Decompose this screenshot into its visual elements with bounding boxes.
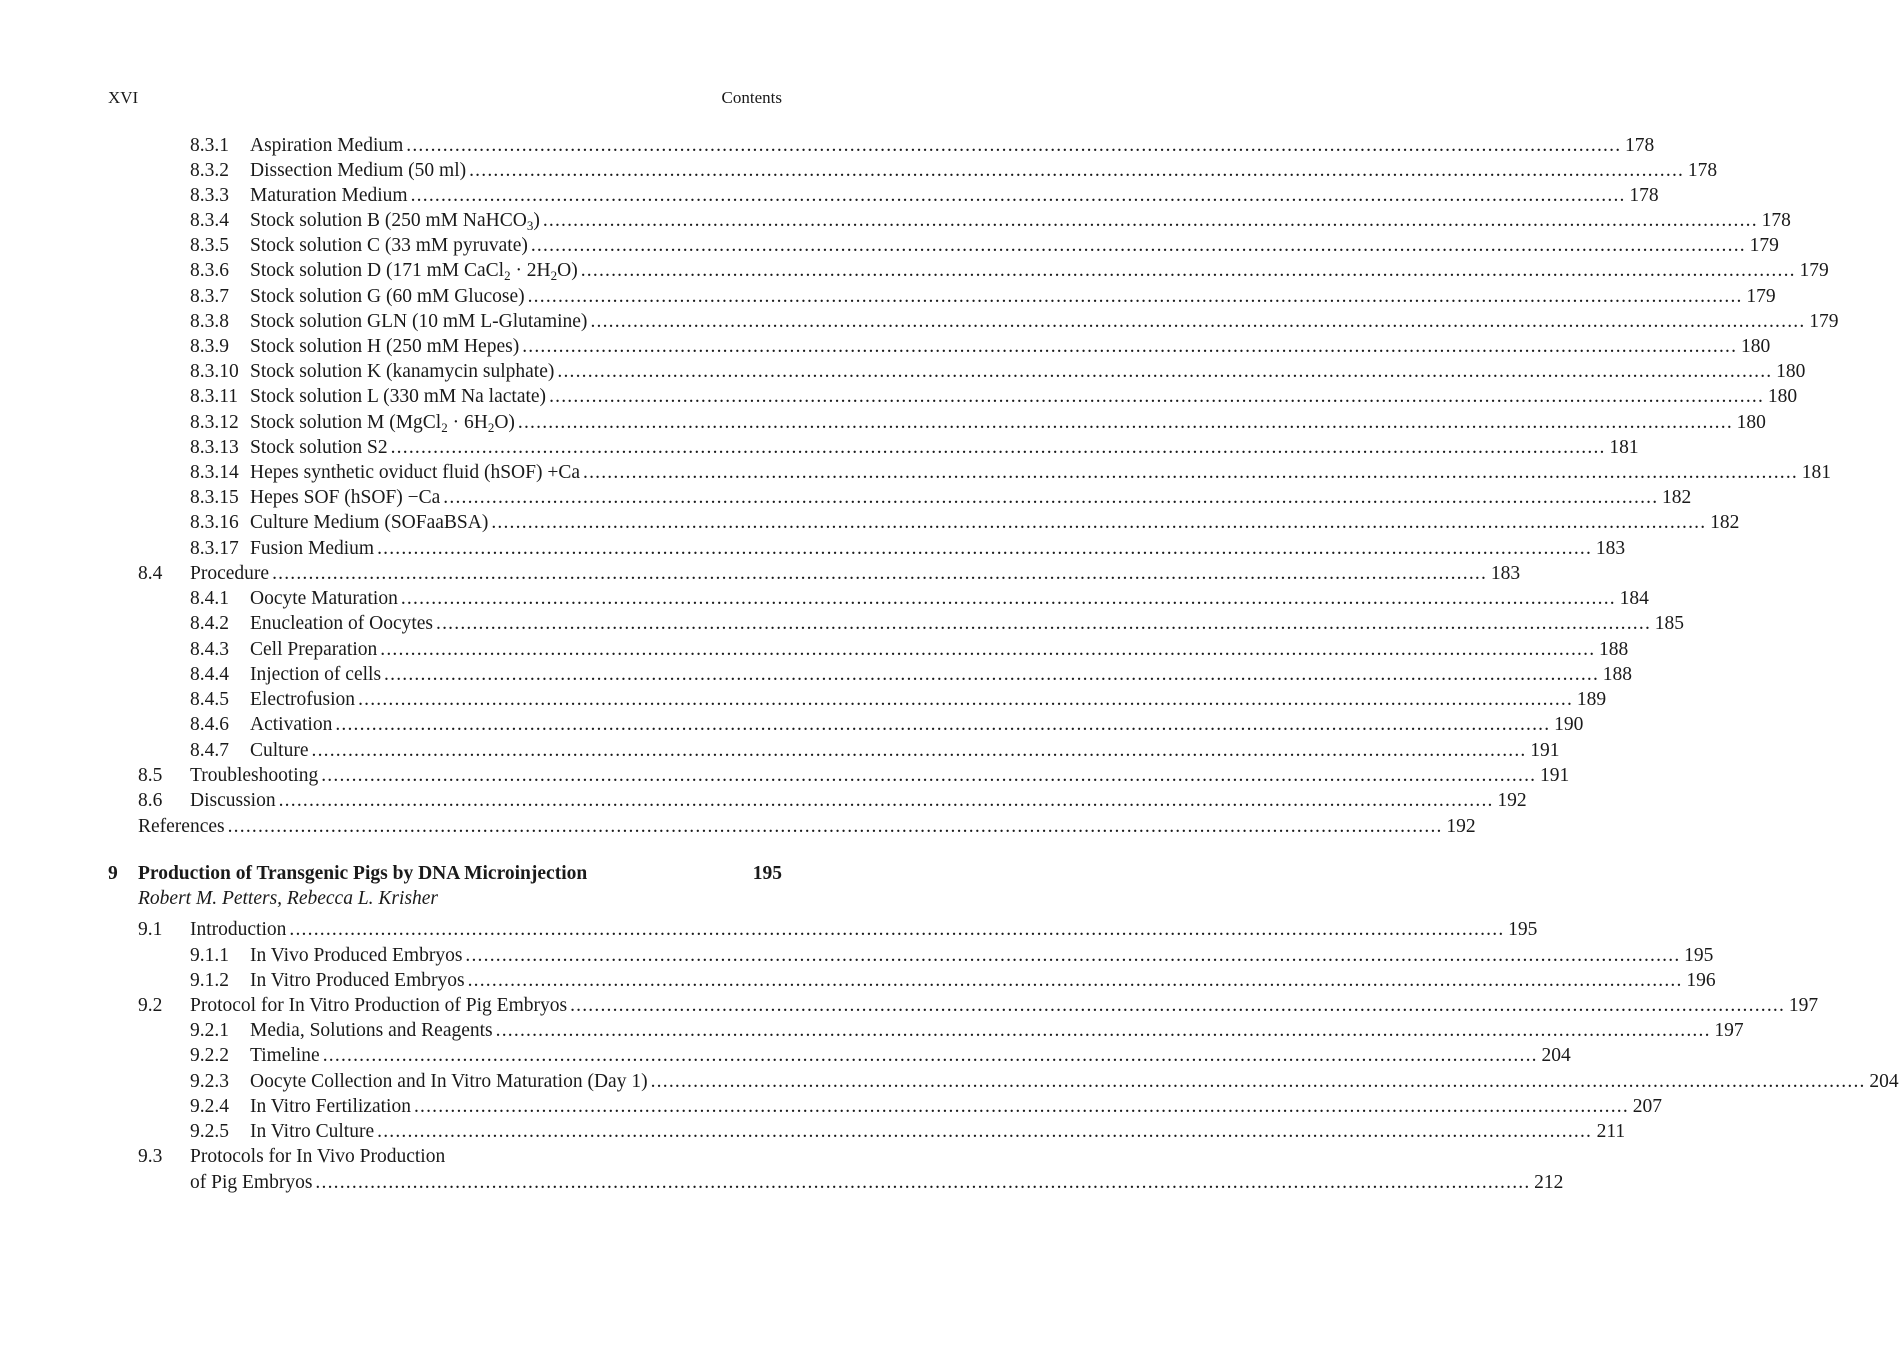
- entry-line: [250, 611, 1685, 636]
- toc-entry: [0, 814, 1476, 839]
- title-text: of Pig Embryos: [190, 1172, 313, 1193]
- entry-line: [138, 861, 782, 886]
- toc-entry: [0, 968, 1716, 993]
- title-text: Injection of cells: [250, 664, 382, 685]
- toc-entry: [0, 1094, 1662, 1119]
- page-ref: 204: [1541, 1045, 1571, 1066]
- entry-line: [250, 536, 1626, 561]
- page-ref: 197: [1714, 1020, 1744, 1041]
- section-title: [250, 309, 590, 334]
- toc-entry: [0, 687, 1607, 712]
- page-ref: 192: [1446, 816, 1476, 837]
- entry-line: [190, 1144, 782, 1169]
- dot-leader: ........................................................................................................................................................................................................: [227, 816, 1443, 837]
- section-number: 9.3: [138, 1146, 163, 1167]
- section-title: [250, 183, 411, 208]
- dot-leader: ........................................................................................................................................................................................................: [465, 945, 1681, 966]
- section-title: [250, 410, 518, 435]
- section-number: 8.4.6: [190, 714, 229, 735]
- dot-leader: ........................................................................................................................................................................................................: [650, 1071, 1866, 1092]
- toc-entry: [0, 1144, 782, 1169]
- toc-entry: [0, 435, 1639, 460]
- section-number: 9.2.1: [190, 1020, 229, 1041]
- section-title: [250, 1043, 323, 1068]
- dot-leader: ........................................................................................................................................................................................................: [491, 512, 1707, 533]
- subscript: 2: [487, 420, 495, 435]
- page-ref: 195: [1684, 945, 1714, 966]
- page-ref: [749, 1144, 782, 1169]
- entry-line: [250, 1018, 1744, 1043]
- title-text: Aspiration Medium: [250, 135, 404, 156]
- page-ref: 191: [1539, 765, 1570, 786]
- entry-line: [250, 1069, 1899, 1094]
- section-number: 8.5: [138, 765, 163, 786]
- toc-entry: [0, 943, 1714, 968]
- entry-line: [250, 208, 1791, 233]
- title-text: Introduction: [190, 919, 287, 940]
- toc-entry: [0, 917, 1538, 942]
- section-title: [250, 485, 443, 510]
- section-number: 9.1: [138, 919, 163, 940]
- dot-leader: ........................................................................................................................................................................................................: [272, 563, 1488, 584]
- title-text: References: [138, 816, 225, 837]
- dot-leader: ........................................................................................................................................................................................................: [443, 487, 1659, 508]
- section-number: 8.3.17: [190, 538, 239, 559]
- page-ref: 181: [1609, 437, 1639, 458]
- section-title: [250, 233, 531, 258]
- entry-line: [250, 133, 1655, 158]
- section-title: [250, 258, 581, 283]
- section-title: [250, 611, 436, 636]
- title-text: Maturation Medium: [250, 185, 408, 206]
- page-ref: 207: [1632, 1096, 1662, 1117]
- dot-leader: ........................................................................................................................................................................................................: [335, 714, 1551, 735]
- page-ref: 183: [1595, 538, 1626, 559]
- section-title: [250, 510, 491, 535]
- page-ref: 190: [1554, 714, 1584, 735]
- subscript: 2: [504, 268, 511, 283]
- entry-line: [250, 309, 1839, 334]
- page-ref: 179: [1809, 311, 1839, 332]
- title-text: Discussion: [190, 790, 276, 811]
- entry-line: [138, 814, 1476, 839]
- page-ref: 204: [1869, 1071, 1899, 1092]
- title-text: In Vitro Culture: [250, 1121, 375, 1142]
- section-number: 8.4.5: [190, 689, 229, 710]
- section-title: [190, 788, 279, 813]
- title-text: Activation: [250, 714, 333, 735]
- page-ref: 192: [1497, 790, 1527, 811]
- section-number: 8.3.3: [190, 185, 229, 206]
- section-title: [190, 1144, 448, 1169]
- toc-entry: [0, 1043, 1571, 1068]
- dot-leader: ........................................................................................................................................................................................................: [549, 386, 1765, 407]
- title-text: Protocols for In Vivo Production: [190, 1146, 446, 1167]
- section-title: [250, 284, 528, 309]
- dot-leader: ........................................................................................................................................................................................................: [380, 639, 1596, 660]
- toc-entry: [0, 662, 1633, 687]
- section-title: [250, 1018, 496, 1043]
- toc-entry: [0, 460, 1831, 485]
- toc-entry: [0, 611, 1685, 636]
- section-number: 8.4.4: [190, 664, 229, 685]
- toc-entry: [0, 410, 1766, 435]
- dot-leader: ........................................................................................................................................................................................................: [406, 135, 1622, 156]
- title-text: Production of Transgenic Pigs by DNA Microinjection: [138, 863, 588, 884]
- toc-entry: [0, 359, 1806, 384]
- dot-leader: ........................................................................................................................................................................................................: [570, 995, 1786, 1016]
- section-title: [250, 158, 469, 183]
- dot-leader: ........................................................................................................................................................................................................: [410, 185, 1626, 206]
- dot-leader: ........................................................................................................................................................................................................: [322, 1045, 1538, 1066]
- page-ref: 195: [1508, 919, 1538, 940]
- dot-leader: ........................................................................................................................................................................................................: [467, 970, 1683, 991]
- dot-leader: ........................................................................................................................................................................................................: [390, 437, 1606, 458]
- entry-line: [250, 485, 1692, 510]
- section-title: [250, 1069, 651, 1094]
- section-title: [250, 943, 465, 968]
- section-number: 8.3.12: [190, 412, 239, 433]
- page-ref: 179: [1799, 260, 1829, 281]
- page-ref: 180: [1740, 336, 1771, 357]
- entry-line: [250, 943, 1714, 968]
- toc-entry: [0, 233, 1779, 258]
- section-title: [250, 1094, 414, 1119]
- dot-leader: ........................................................................................................................................................................................................: [542, 210, 1758, 231]
- dot-leader: ........................................................................................................................................................................................................: [522, 336, 1738, 357]
- section-number: 9.2.2: [190, 1045, 229, 1066]
- section-number: 8.3.13: [190, 437, 239, 458]
- page-ref: 182: [1710, 512, 1740, 533]
- title-text: Oocyte Collection and In Vitro Maturation (Day 1): [250, 1071, 648, 1092]
- title-text: Stock solution H (250 mM Hepes): [250, 336, 520, 357]
- section-title: [250, 334, 522, 359]
- section-number: 8.3.7: [190, 286, 229, 307]
- dot-leader: ........................................................................................................................................................................................................: [557, 361, 1773, 382]
- title-text: In Vivo Produced Embryos: [250, 945, 463, 966]
- entry-line: [190, 788, 1527, 813]
- section-title: [250, 968, 468, 993]
- dot-leader: ........................................................................................................................................................................................................: [377, 1121, 1593, 1142]
- section-title: [250, 738, 312, 763]
- section-number: 8.3.15: [190, 487, 239, 508]
- dot-leader: ........................................................................................................................................................................................................: [321, 765, 1537, 786]
- section-number: 8.3.4: [190, 210, 229, 231]
- section-title: [250, 133, 406, 158]
- dot-leader: [448, 1144, 749, 1169]
- section-number: 8.4.1: [190, 588, 229, 609]
- page-ref: 184: [1619, 588, 1649, 609]
- title-text: O): [557, 260, 578, 281]
- entry-line: [250, 1043, 1571, 1068]
- page-ref: 178: [1687, 160, 1718, 181]
- dot-leader: ........................................................................................................................................................................................................: [580, 260, 1796, 281]
- section-number: 9.1.1: [190, 945, 229, 966]
- title-text: Stock solution G (60 mM Glucose): [250, 286, 525, 307]
- title-text: Dissection Medium (50 ml): [250, 160, 467, 181]
- page-ref: 180: [1736, 412, 1766, 433]
- title-text: Protocol for In Vitro Production of Pig Embryos: [190, 995, 568, 1016]
- entry-line: [250, 410, 1766, 435]
- section-number: 8.3.10: [190, 361, 239, 382]
- dot-leader: ........................................................................................................................................................................................................: [583, 462, 1798, 483]
- entry-line: [250, 258, 1829, 283]
- page-ref: 197: [1788, 995, 1819, 1016]
- title-text: Stock solution D (171 mM CaCl: [250, 260, 505, 281]
- title-text: In Vitro Fertilization: [250, 1096, 411, 1117]
- section-number: 8.3.16: [190, 512, 239, 533]
- dot-leader: ........................................................................................................................................................................................................: [495, 1020, 1711, 1041]
- entry-line: [250, 968, 1716, 993]
- section-number: 9.1.2: [190, 970, 229, 991]
- title-text: · 2H: [510, 260, 551, 281]
- page-ref: 188: [1602, 664, 1633, 685]
- section-title: [250, 536, 377, 561]
- toc-entry: [0, 993, 1819, 1018]
- section-title: [250, 208, 543, 233]
- entry-line: [250, 712, 1584, 737]
- entry-line: [250, 586, 1649, 611]
- dot-leader: ........................................................................................................................................................................................................: [358, 689, 1574, 710]
- page-ref: 212: [1534, 1172, 1564, 1193]
- dot-leader: ........................................................................................................................................................................................................: [315, 1172, 1531, 1193]
- section-number: 8.4.7: [190, 740, 229, 761]
- title-text: Procedure: [190, 563, 270, 584]
- title-text: Fusion Medium: [250, 538, 375, 559]
- dot-leader: ........................................................................................................................................................................................................: [527, 286, 1743, 307]
- section-number: 8.3.1: [190, 135, 229, 156]
- toc-entry: [0, 309, 1839, 334]
- dot-leader: ........................................................................................................................................................................................................: [377, 538, 1593, 559]
- dot-leader: ........................................................................................................................................................................................................: [278, 790, 1494, 811]
- section-number: 8.3.9: [190, 336, 229, 357]
- page-ref: 180: [1767, 386, 1798, 407]
- toc-entry: [0, 133, 1655, 158]
- entry-line: [250, 687, 1607, 712]
- dot-leader: ........................................................................................................................................................................................................: [469, 160, 1685, 181]
- toc-entry: [0, 284, 1776, 309]
- dot-leader: ........................................................................................................................................................................................................: [413, 1096, 1629, 1117]
- section-number: 8.4.2: [190, 613, 229, 634]
- title-text: Stock solution K (kanamycin sulphate): [250, 361, 555, 382]
- section-number: 8.3.14: [190, 462, 239, 483]
- dot-leader: ........................................................................................................................................................................................................: [384, 664, 1600, 685]
- title-text: Timeline: [250, 1045, 320, 1066]
- title-text: Troubleshooting: [190, 765, 319, 786]
- dot-leader: [590, 861, 749, 886]
- title-text: · 6H: [447, 412, 488, 433]
- title-text: Hepes SOF (hSOF) −Ca: [250, 487, 441, 508]
- page-number: XVI: [108, 88, 139, 107]
- dot-leader: ........................................................................................................................................................................................................: [400, 588, 1616, 609]
- subscript: 2: [441, 420, 448, 435]
- toc-entry: [0, 586, 1649, 611]
- title-text: Stock solution C (33 mM pyruvate): [250, 235, 528, 256]
- entry-line: [250, 1119, 1626, 1144]
- section-number: 8.3.5: [190, 235, 229, 256]
- page-ref: 211: [1596, 1121, 1626, 1142]
- section-number: 9: [108, 863, 118, 884]
- page-ref: 188: [1599, 639, 1629, 660]
- section-title: [250, 435, 391, 460]
- subscript: 3: [526, 218, 534, 233]
- page-ref: 185: [1654, 613, 1685, 634]
- entry-line: [250, 637, 1629, 662]
- section-title: [190, 561, 272, 586]
- toc-entry: [0, 158, 1718, 183]
- title-text: Cell Preparation: [250, 639, 378, 660]
- section-title: [250, 637, 380, 662]
- title-text: Stock solution S2: [250, 437, 388, 458]
- page-ref: 183: [1490, 563, 1521, 584]
- toc-entry: [0, 334, 1771, 359]
- dot-leader: ........................................................................................................................................................................................................: [517, 412, 1733, 433]
- toc-entry: [0, 510, 1740, 535]
- entry-line: [250, 662, 1633, 687]
- title-text: Hepes synthetic oviduct fluid (hSOF) +Ca: [250, 462, 580, 483]
- title-text: O): [494, 412, 515, 433]
- section-title: [250, 687, 358, 712]
- section-title: [190, 1170, 315, 1195]
- subscript: 2: [550, 268, 558, 283]
- entry-line: [250, 435, 1639, 460]
- entry-line: [250, 158, 1718, 183]
- toc-entry: [0, 788, 1527, 813]
- page-ref: 179: [1746, 286, 1776, 307]
- title-text: Electrofusion: [250, 689, 356, 710]
- dot-leader: ........................................................................................................................................................................................................: [311, 740, 1527, 761]
- toc-entry: [0, 561, 1521, 586]
- section-number: 9.2.4: [190, 1096, 229, 1117]
- toc-entry: [0, 1119, 1626, 1144]
- dot-leader: ........................................................................................................................................................................................................: [590, 311, 1806, 332]
- page-ref: 180: [1776, 361, 1806, 382]
- page-ref: 195: [752, 863, 782, 884]
- running-title: Contents: [721, 88, 782, 107]
- toc-entry: [0, 208, 1791, 233]
- page-ref: 191: [1530, 740, 1560, 761]
- section-title: [190, 763, 321, 788]
- entry-line: [250, 1094, 1662, 1119]
- section-number: 8.6: [138, 790, 163, 811]
- section-number: 8.3.6: [190, 260, 229, 281]
- title-text: Oocyte Maturation: [250, 588, 398, 609]
- section-title: [190, 993, 570, 1018]
- toc-entry: [0, 738, 1560, 763]
- entry-line: [250, 183, 1659, 208]
- section-title: [250, 384, 549, 409]
- toc-entry: [0, 1170, 1564, 1195]
- section-title: [138, 814, 228, 839]
- title-text: Media, Solutions and Reagents: [250, 1020, 493, 1041]
- page-ref: 181: [1801, 462, 1831, 483]
- section-title: [250, 359, 557, 384]
- toc-entry: [0, 258, 1829, 283]
- section-number: 8.3.8: [190, 311, 229, 332]
- chapter-heading: [0, 861, 782, 886]
- section-title: [250, 712, 335, 737]
- toc-entry: [0, 384, 1798, 409]
- entry-line: [250, 384, 1798, 409]
- page-ref: 189: [1576, 689, 1607, 710]
- entry-line: [190, 1170, 1564, 1195]
- entry-line: [250, 460, 1831, 485]
- entry-line: [250, 359, 1806, 384]
- chapter-authors: Robert M. Petters, Rebecca L. Krisher: [138, 888, 439, 909]
- section-title: [250, 662, 384, 687]
- title-text: Culture Medium (SOFaaBSA): [250, 512, 489, 533]
- toc-entry: [0, 712, 1584, 737]
- entry-line: [250, 284, 1776, 309]
- page-ref: 178: [1625, 135, 1655, 156]
- entry-line: [250, 233, 1779, 258]
- entry-line: [250, 334, 1771, 359]
- section-number: 8.3.2: [190, 160, 229, 181]
- title-text: In Vitro Produced Embryos: [250, 970, 465, 991]
- dot-leader: ........................................................................................................................................................................................................: [530, 235, 1746, 256]
- toc-entry: [0, 637, 1629, 662]
- section-title: [250, 1119, 377, 1144]
- entry-line: [250, 738, 1560, 763]
- entry-line: [190, 993, 1819, 1018]
- entry-line: [250, 510, 1740, 535]
- section-number: 9.2.3: [190, 1071, 229, 1092]
- section-title: [190, 917, 289, 942]
- title-text: Stock solution L (330 mM Na lactate): [250, 386, 547, 407]
- dot-leader: ........................................................................................................................................................................................................: [289, 919, 1505, 940]
- dot-leader: ........................................................................................................................................................................................................: [436, 613, 1652, 634]
- title-text: Enucleation of Oocytes: [250, 613, 434, 634]
- section-number: 8.3.11: [190, 386, 239, 407]
- toc-entry: [0, 1018, 1744, 1043]
- entry-line: [190, 561, 1521, 586]
- title-text: Stock solution B (250 mM NaHCO: [250, 210, 527, 231]
- page-ref: 178: [1629, 185, 1659, 206]
- toc-entry: [0, 485, 1692, 510]
- section-number: 9.2: [138, 995, 163, 1016]
- toc-entry: [0, 1069, 1899, 1094]
- page-ref: 182: [1662, 487, 1692, 508]
- title-text: Stock solution GLN (10 mM L-Glutamine): [250, 311, 588, 332]
- toc-entry: [0, 536, 1626, 561]
- section-title: [138, 861, 590, 886]
- toc-entry: [0, 183, 1659, 208]
- toc-entry: [0, 763, 1570, 788]
- title-text: ): [533, 210, 540, 231]
- section-title: [250, 460, 583, 485]
- section-number: 8.4: [138, 563, 163, 584]
- title-text: Stock solution M (MgCl: [250, 412, 442, 433]
- section-number: 9.2.5: [190, 1121, 229, 1142]
- entry-line: [190, 917, 1538, 942]
- page-ref: 179: [1749, 235, 1779, 256]
- entry-line: [190, 763, 1570, 788]
- title-text: Culture: [250, 740, 309, 761]
- section-title: [250, 586, 401, 611]
- page-ref: 196: [1686, 970, 1716, 991]
- section-number: 8.4.3: [190, 639, 229, 660]
- page-ref: 178: [1761, 210, 1791, 231]
